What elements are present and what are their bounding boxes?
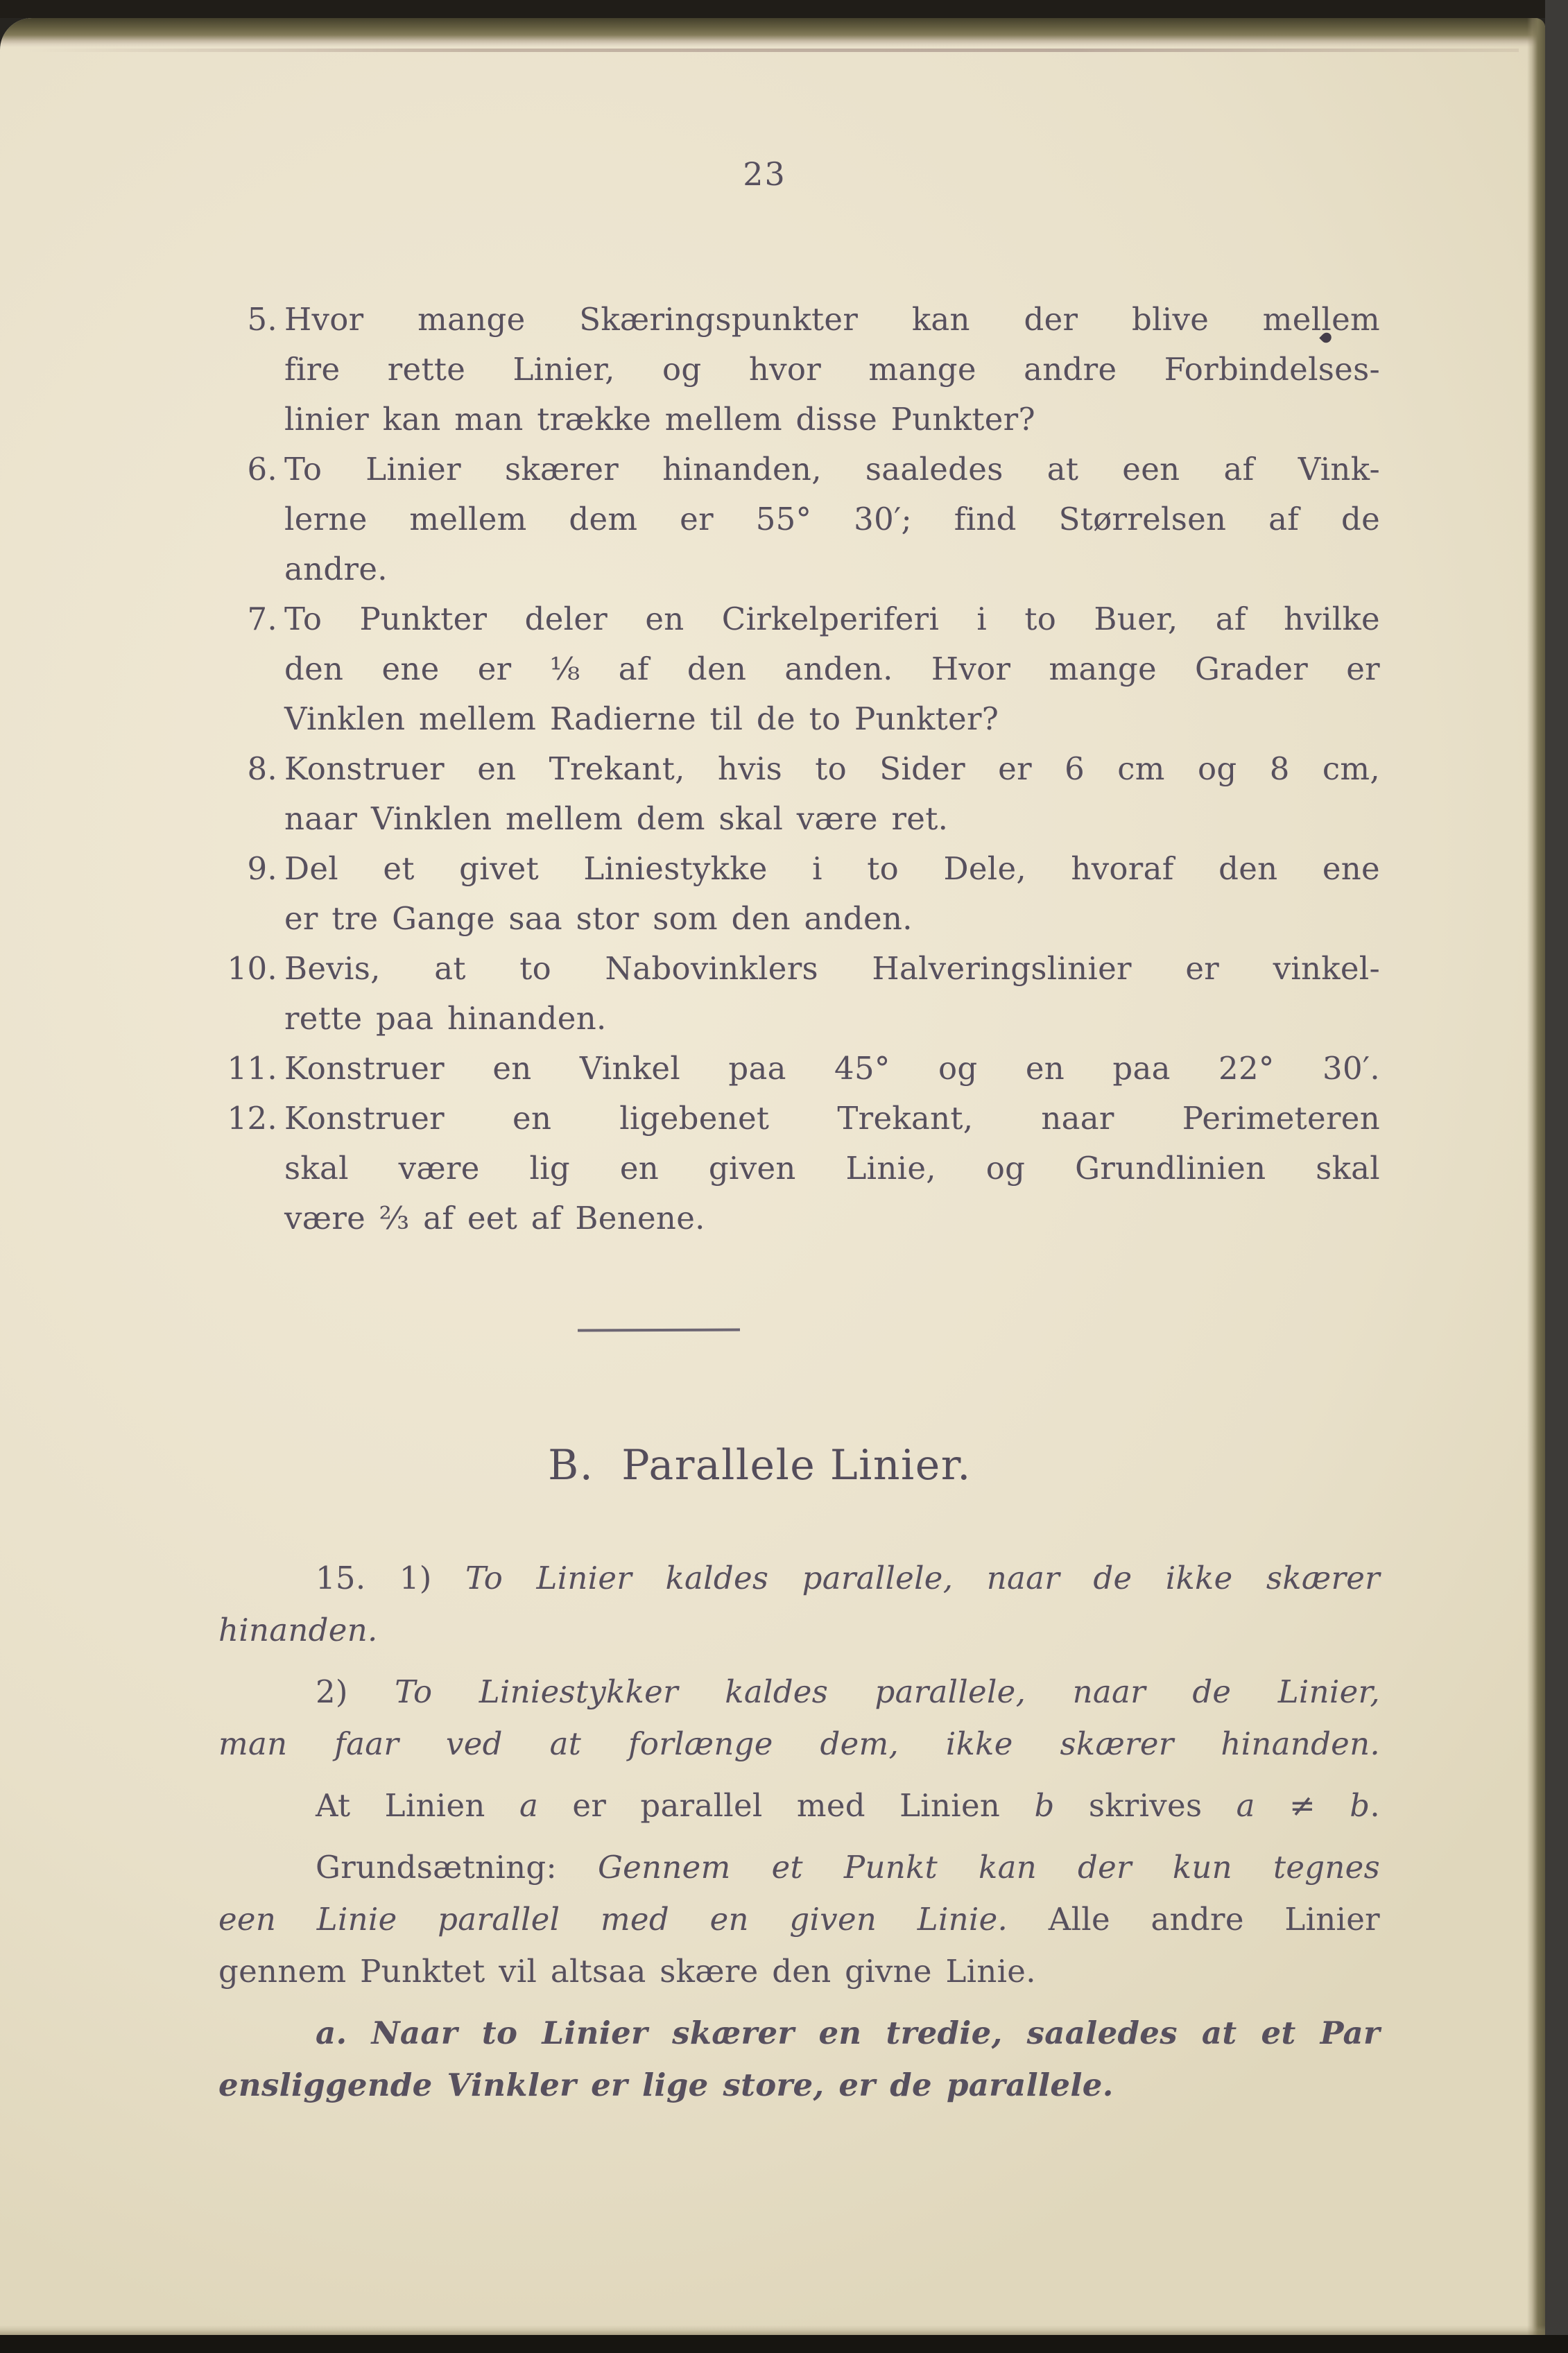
section-body [218, 1552, 1380, 2121]
exercise-number: 8. [247, 750, 277, 787]
page-number: 23 [743, 155, 786, 193]
section-heading [179, 1441, 1341, 1490]
paragraph-line: hinanden. [218, 1612, 378, 1648]
exercise-line: linier kan man trække mellem disse Punkter? [284, 401, 1035, 438]
exercise-item-5 [247, 295, 1380, 445]
exercise-line: være ⅔ af eet af Benene. [284, 1200, 705, 1236]
exercise-number: 10. [227, 950, 277, 987]
exercise-item-8 [247, 744, 1380, 844]
exercise-line: Vinklen mellem Radierne til de to Punkter? [284, 700, 999, 737]
book-edge-bottom [0, 2325, 1545, 2335]
exercise-item-9 [247, 844, 1380, 944]
book-edge-top-shadow [28, 49, 1519, 52]
scan-edge-right [1545, 0, 1568, 2353]
exercise-number: 9. [247, 850, 277, 887]
paragraph-line: 2) To Liniestykker kaldes parallele, naar de Linier, [316, 1673, 1380, 1710]
notation-paragraph [218, 1779, 1380, 1831]
book-edge-top [0, 18, 1545, 47]
paragraph-line: man faar ved at forlænge dem, ikke skærer hinanden. [218, 1725, 1380, 1762]
exercise-line: rette paa hinanden. [284, 1000, 607, 1037]
section-heading-letter: B. [548, 1441, 594, 1490]
exercise-number: 6. [247, 451, 277, 488]
definition-paragraph-2 [218, 1666, 1380, 1770]
exercise-line: andre. [284, 551, 388, 587]
exercise-line: den ene er ⅛ af den anden. Hvor mange Grader er [284, 650, 1380, 687]
exercise-line: Konstruer en ligebenet Trekant, naar Perimeteren [284, 1100, 1380, 1137]
paragraph-line: gennem Punktet vil altsaa skære den givne Linie. [218, 1953, 1036, 1990]
exercise-item-7 [247, 594, 1380, 744]
exercise-item-11 [227, 1044, 1380, 1094]
exercise-item-6 [247, 445, 1380, 594]
exercise-number: 7. [247, 601, 277, 637]
axiom-paragraph [218, 1841, 1380, 1997]
exercise-number: 11. [227, 1050, 277, 1087]
exercise-line: Konstruer en Vinkel paa 45° og en paa 22° 30′. [284, 1050, 1380, 1087]
exercise-line: fire rette Linier, og hvor mange andre Forbindelses- [284, 351, 1380, 388]
book-edge-right [1527, 18, 1545, 2335]
exercise-number: 5. [247, 301, 277, 338]
section-heading-title: Parallele Linier. [621, 1441, 972, 1490]
paragraph-line: At Linien a er parallel med Linien b skrives a ≠ b. [316, 1787, 1380, 1824]
exercise-line: To Linier skærer hinanden, saaledes at een af Vink- [284, 451, 1380, 488]
theorem-paragraph-a [218, 2007, 1380, 2111]
exercise-item-10 [227, 944, 1380, 1044]
exercise-line: Del et givet Liniestykke i to Dele, hvoraf den ene [284, 850, 1380, 887]
paragraph-line: een Linie parallel med en given Linie. Alle andre Linier [218, 1901, 1380, 1938]
exercise-line: Konstruer en Trekant, hvis to Sider er 6 cm og 8 cm, [284, 750, 1380, 787]
exercise-line: er tre Gange saa stor som den anden. [284, 900, 913, 937]
paragraph-line: 15. 1) To Linier kaldes parallele, naar de ikke skærer [316, 1560, 1380, 1596]
exercise-line: naar Vinklen mellem dem skal være ret. [284, 800, 949, 837]
exercise-line: To Punkter deler en Cirkelperiferi i to Buer, af hvilke [284, 601, 1380, 637]
paragraph-line: a. Naar to Linier skærer en tredie, saaledes at et Par [316, 2015, 1380, 2051]
paragraph-line: Grundsætning: Gennem et Punkt kan der kun tegnes [316, 1849, 1380, 1886]
scan-edge-top [0, 0, 1568, 18]
exercise-line: lerne mellem dem er 55° 30′; find Størrelsen af de [284, 501, 1380, 537]
exercise-line: Bevis, at to Nabovinklers Halveringslinier er vinkel- [284, 950, 1380, 987]
exercise-line: Hvor mange Skæringspunkter kan der blive mellem [284, 301, 1380, 338]
exercise-list [227, 295, 1380, 1243]
scan-edge-bottom [0, 2335, 1568, 2353]
paragraph-line: ensliggende Vinkler er lige store, er de parallele. [218, 2067, 1114, 2103]
exercise-line: skal være lig en given Linie, og Grundlinien skal [284, 1150, 1380, 1187]
definition-paragraph-15 [218, 1552, 1380, 1656]
exercise-item-12 [227, 1094, 1380, 1243]
exercise-number: 12. [227, 1100, 277, 1137]
